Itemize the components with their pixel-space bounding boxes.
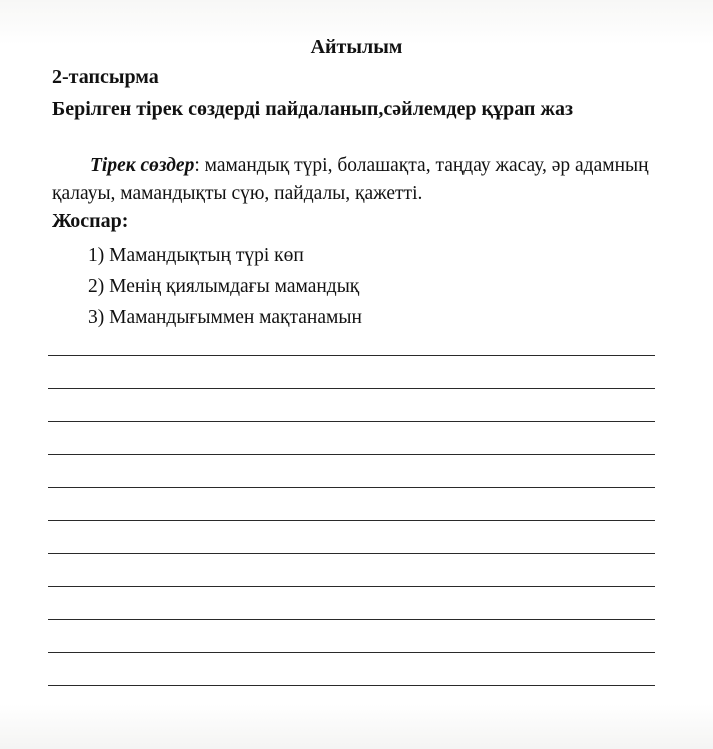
plan-list xyxy=(88,240,362,333)
plan-item: 1) Мамандықтың түрі көп xyxy=(88,245,304,266)
writing-line[interactable] xyxy=(48,454,655,455)
writing-line[interactable] xyxy=(48,652,655,653)
page-title: Айтылым xyxy=(310,36,403,58)
writing-area[interactable] xyxy=(48,355,655,718)
writing-line[interactable] xyxy=(48,553,655,554)
plan-item: 3) Мамандығыммен мақтанамын xyxy=(88,307,362,328)
keywords-label: Тірек сөздер xyxy=(90,155,195,176)
writing-line[interactable] xyxy=(48,355,655,356)
writing-line[interactable] xyxy=(48,685,655,686)
task-label: 2-тапсырма xyxy=(52,66,159,88)
keywords-paragraph xyxy=(52,152,652,208)
writing-line[interactable] xyxy=(48,487,655,488)
writing-line[interactable] xyxy=(48,619,655,620)
plan-title: Жоспар: xyxy=(52,210,129,232)
keywords-text: : мамандық түрі, болашақта, таңдау жасау, әр адамның қалауы, мамандықты сүю, пайдалы, қажетті. xyxy=(52,155,649,204)
writing-line[interactable] xyxy=(48,520,655,521)
task-instruction: Берілген тірек сөздерді пайдаланып,сәйлемдер құрап жаз xyxy=(52,98,573,120)
writing-line[interactable] xyxy=(48,421,655,422)
plan-item: 2) Менің қиялымдағы мамандық xyxy=(88,276,360,297)
writing-line[interactable] xyxy=(48,586,655,587)
writing-line[interactable] xyxy=(48,388,655,389)
